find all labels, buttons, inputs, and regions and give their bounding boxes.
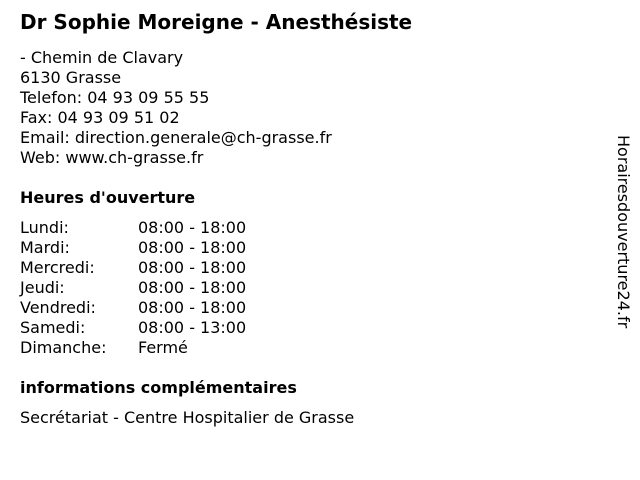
main-content	[20, 8, 600, 428]
hours-row-saturday	[20, 318, 600, 338]
website-address: Web: www.ch-grasse.fr	[20, 148, 204, 167]
day-label: Vendredi:	[20, 298, 96, 317]
phone-number: Telefon: 04 93 09 55 55	[20, 88, 210, 107]
info-text: Secrétariat - Centre Hospitalier de Grasse	[20, 408, 355, 427]
email-address: Email: direction.generale@ch-grasse.fr	[20, 128, 332, 147]
hours-row-thursday	[20, 278, 600, 298]
fax-number: Fax: 04 93 09 51 02	[20, 108, 180, 127]
day-label: Mardi:	[20, 238, 70, 257]
address-city: 6130 Grasse	[20, 68, 122, 87]
day-label: Dimanche:	[20, 338, 107, 357]
hours-row-friday	[20, 298, 600, 318]
time-value: 08:00 - 18:00	[138, 298, 247, 317]
time-value: 08:00 - 18:00	[138, 278, 247, 297]
time-value: 08:00 - 18:00	[138, 238, 247, 257]
hours-row-sunday	[20, 338, 600, 358]
hours-row-tuesday	[20, 238, 600, 258]
time-value: 08:00 - 18:00	[138, 218, 247, 237]
hours-heading: Heures d'ouverture	[20, 188, 196, 207]
page-title: Dr Sophie Moreigne - Anesthésiste	[20, 10, 413, 34]
day-label: Jeudi:	[20, 278, 65, 297]
time-value: 08:00 - 13:00	[138, 318, 247, 337]
hours-row-wednesday	[20, 258, 600, 278]
hours-row-monday	[20, 218, 600, 238]
hours-table	[20, 218, 600, 358]
time-value: Fermé	[138, 338, 188, 357]
day-label: Samedi:	[20, 318, 86, 337]
time-value: 08:00 - 18:00	[138, 258, 247, 277]
site-watermark: Horairesdouverture24.fr	[614, 135, 633, 329]
address-street: - Chemin de Clavary	[20, 48, 184, 67]
day-label: Lundi:	[20, 218, 69, 237]
day-label: Mercredi:	[20, 258, 95, 277]
contact-block	[20, 48, 600, 168]
info-heading: informations complémentaires	[20, 378, 297, 397]
